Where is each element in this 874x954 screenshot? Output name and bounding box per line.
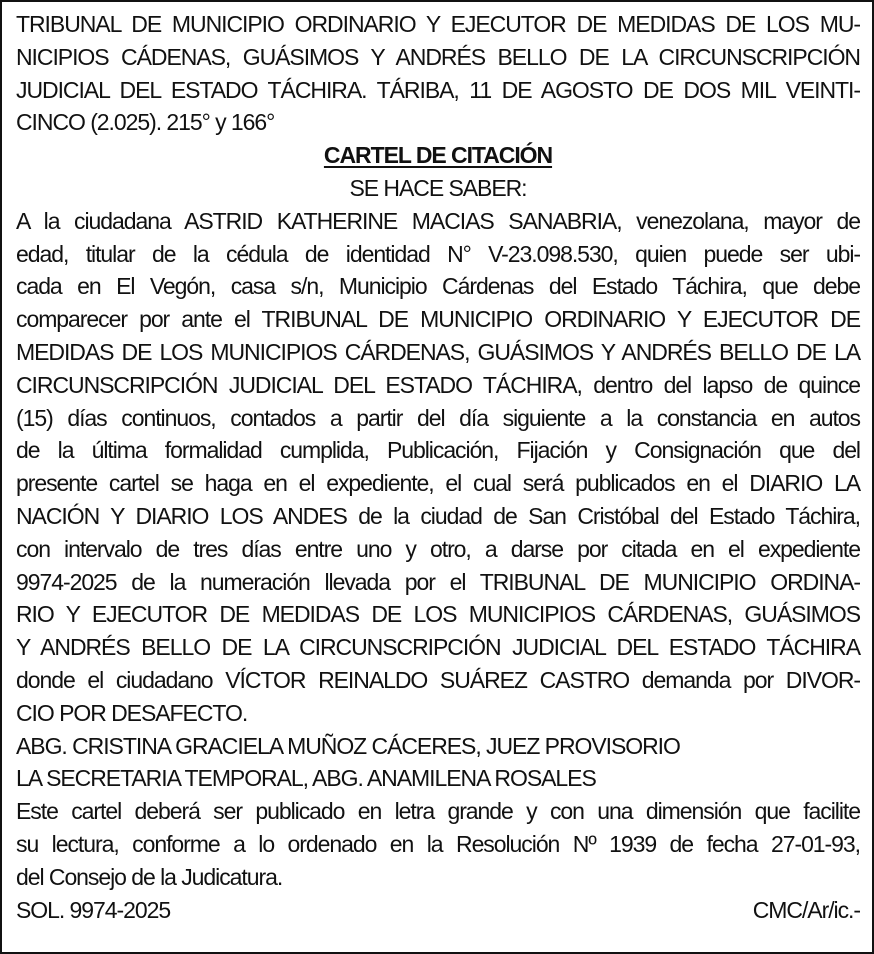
body-line: MEDIDAS DE LOS MUNICIPIOS CÁRDENAS, GUÁSIMOS Y ANDRÉS BELLO DE LA [16,338,860,365]
document-subtitle: SE HACE SABER: [349,174,527,201]
body-line: NACIÓN Y DIARIO LOS ANDES de la ciudad de San Cristóbal del Estado Táchira, [16,502,860,529]
body-line: comparecer por ante el TRIBUNAL DE MUNICIPIO ORDINARIO Y EJECUTOR DE [16,306,860,333]
body-line: con intervalo de tres días entre uno y otro, a darse por citada en el expediente [16,535,860,562]
judge-signature: ABG. CRISTINA GRACIELA MUÑOZ CÁCERES, JUEZ PROVISORIO [16,732,680,759]
body-line: RIO Y EJECUTOR DE MEDIDAS DE LOS MUNICIPIOS CÁRDENAS, GUÁSIMOS [16,601,860,628]
citation-body [16,205,860,730]
body-line: CIO POR DESAFECTO. [16,699,248,726]
body-line: presente cartel se haga en el expediente, el cual será publicados en el DIARIO LA [16,470,860,497]
secretary-signature: LA SECRETARIA TEMPORAL, ABG. ANAMILENA ROSALES [16,765,596,792]
header-line: CINCO (2.025). 215° y 166° [16,109,275,136]
initials-reference: CMC/Ar/ic.- [752,896,860,923]
publication-notice [16,795,860,893]
body-line: Y ANDRÉS BELLO DE LA CIRCUNSCRIPCIÓN JUDICIAL DEL ESTADO TÁCHIRA [16,634,860,661]
body-line: edad, titular de la cédula de identidad N° V-23.098.530, quien puede ser ubi- [16,240,860,267]
document-title: CARTEL DE CITACIÓN [323,142,553,169]
notice-line: Este cartel deberá ser publicado en letra grande y con una dimensión que facilite [16,798,860,825]
body-line: (15) días continuos, contados a partir del día siguiente a la constancia en autos [16,404,860,431]
body-line: A la ciudadana ASTRID KATHERINE MACIAS SANABRIA, venezolana, mayor de [16,207,860,234]
body-line: CIRCUNSCRIPCIÓN JUDICIAL DEL ESTADO TÁCHIRA, dentro del lapso de quince [16,371,860,398]
header-line: JUDICIAL DEL ESTADO TÁCHIRA. TÁRIBA, 11 DE AGOSTO DE DOS MIL VEINTI- [16,76,860,103]
body-line: 9974-2025 de la numeración llevada por el TRIBUNAL DE MUNICIPIO ORDINA- [16,568,860,595]
document-footer [16,894,860,927]
request-number: SOL. 9974-2025 [16,896,171,923]
body-line: cada en El Vegón, casa s/n, Municipio Cárdenas del Estado Táchira, que debe [16,273,860,300]
notice-line: del Consejo de la Judicatura. [16,863,283,890]
notice-line: su lectura, conforme a lo ordenado en la Resolución Nº 1939 de fecha 27-01-93, [16,830,860,857]
header-line: TRIBUNAL DE MUNICIPIO ORDINARIO Y EJECUTOR DE MEDIDAS DE LOS MU- [16,11,860,37]
body-line: de la última formalidad cumplida, Publicación, Fijación y Consignación que del [16,437,860,464]
body-line: donde el ciudadano VÍCTOR REINALDO SUÁREZ CASTRO demanda por DIVOR- [16,666,860,693]
header-line: NICIPIOS CÁDENAS, GUÁSIMOS Y ANDRÉS BELLO DE LA CIRCUNSCRIPCIÓN [16,43,860,70]
court-header [16,8,860,139]
